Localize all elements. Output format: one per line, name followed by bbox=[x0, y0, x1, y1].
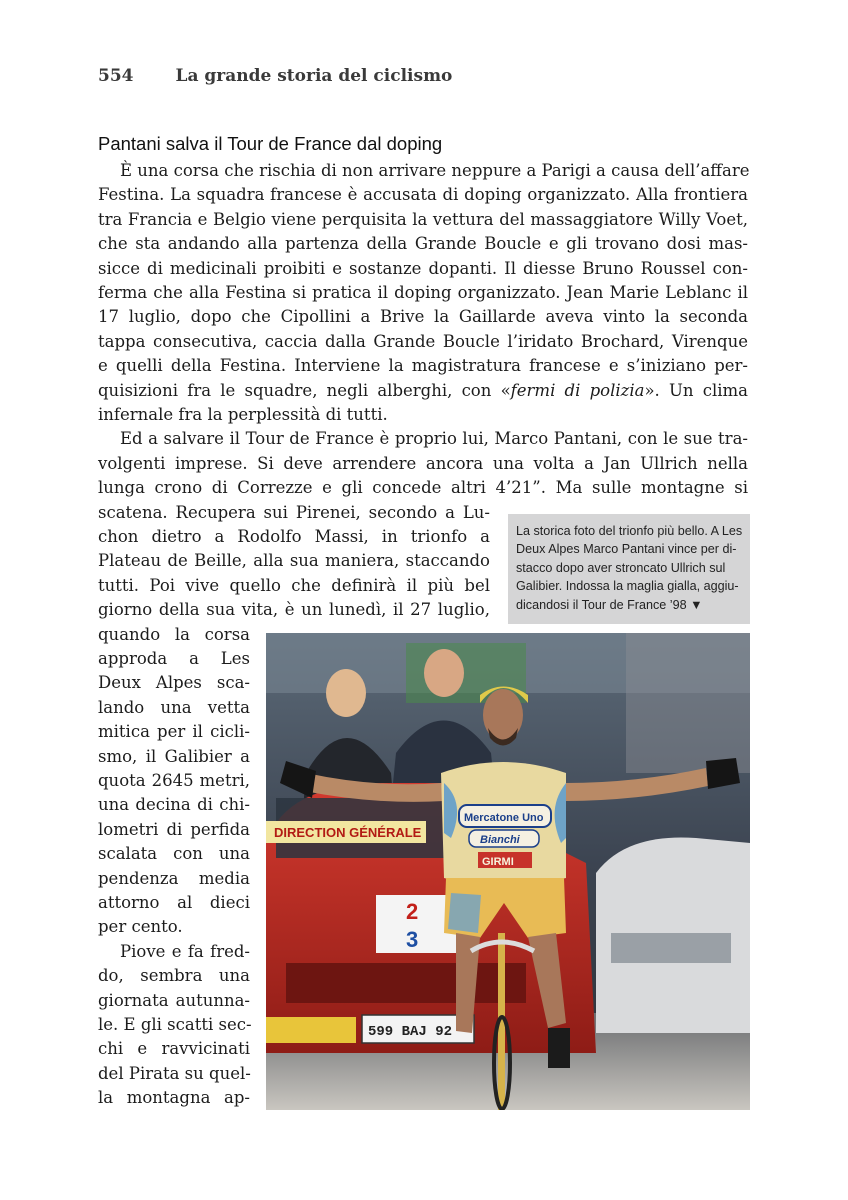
body-line: del Pirata su quel- bbox=[98, 1063, 251, 1083]
body-line: È una corsa che rischia di non arrivare neppure a Parigi a causa dell’affare bbox=[120, 161, 750, 180]
body-line: ferma che alla Festina si pratica il doping organizzato. Jean Marie Leblanc il bbox=[98, 283, 748, 302]
body-text: quisizioni fra le squadre, negli alberghi, con « bbox=[98, 380, 511, 400]
running-header bbox=[98, 66, 452, 86]
pantani-victory-photo bbox=[266, 633, 750, 1110]
body-line: una decina di chi- bbox=[98, 795, 250, 815]
body-line: sicce di medicinali proibiti e sostanze dopanti. Il diesse Bruno Roussel con- bbox=[98, 258, 748, 278]
body-line: scatena. Recupera sui Pirenei, secondo a Lu- bbox=[98, 502, 490, 522]
italic-quote: fermi di polizia bbox=[510, 380, 645, 400]
car-number-top: 2 bbox=[406, 899, 419, 924]
body-line: Festina. La squadra francese è accusata di doping organizzato. Alla frontiera bbox=[98, 185, 748, 205]
body-line: chon dietro a Rodolfo Massi, in trionfo a bbox=[98, 527, 490, 546]
book-title: La grande storia del ciclismo bbox=[175, 66, 453, 86]
body-line: Piove e fa fred- bbox=[120, 941, 250, 961]
body-line: tappa consecutiva, caccia dalla Grande Boucle l’iridato Brochard, Virenque bbox=[98, 331, 748, 351]
caption-line: Deux Alpes Marco Pantani vince per di- bbox=[516, 542, 737, 557]
body-line: quota 2645 metri, bbox=[98, 771, 250, 790]
body-line: smo, il Galibier a bbox=[98, 746, 250, 766]
body-line: Deux Alpes sca- bbox=[98, 673, 250, 693]
body-line: attorno al dieci bbox=[98, 893, 250, 912]
shorts-brand: GIRMI bbox=[482, 856, 514, 868]
body-line: lunga crono di Correzze e gli concede altri 4’21”. Ma sulle montagne si bbox=[98, 478, 748, 498]
body-line: mitica per il cicli- bbox=[98, 722, 250, 742]
body-line: quando la corsa bbox=[98, 624, 250, 644]
body-line: do, sembra una bbox=[98, 966, 250, 986]
body-line: le. E gli scatti sec- bbox=[98, 1015, 252, 1034]
body-line: volgenti imprese. Si deve arrendere ancora una volta a Jan Ullrich nella bbox=[98, 453, 748, 473]
body-line: approda a Les bbox=[98, 649, 250, 668]
caption-line: La storica foto del trionfo più bello. A Les bbox=[516, 524, 743, 538]
body-text: ». Un clima bbox=[644, 380, 748, 400]
body-line: giornata autunna- bbox=[98, 990, 250, 1010]
photo-illustration bbox=[266, 633, 750, 1110]
page-number: 554 bbox=[98, 66, 134, 86]
body-line: lando una vetta bbox=[98, 697, 250, 717]
body-line: per cento. bbox=[98, 917, 183, 937]
body-line: pendenza media bbox=[98, 868, 250, 888]
section-title: Pantani salva il Tour de France dal doping bbox=[98, 133, 443, 154]
body-line: lometri di perfida bbox=[98, 819, 250, 839]
body-line: giorno della sua vita, è un lunedì, il 27 luglio, bbox=[98, 600, 490, 620]
caption-line: Galibier. Indossa la maglia gialla, aggiu- bbox=[516, 579, 739, 594]
body-line: tutti. Poi vive quello che definirà il più bel bbox=[98, 575, 490, 595]
body-line: 17 luglio, dopo che Cipollini a Brive la Gaillarde aveva vinto la seconda bbox=[98, 307, 748, 327]
caption-line: stacco dopo aver stroncato Ullrich sul bbox=[516, 560, 726, 575]
car-number-bottom: 3 bbox=[406, 927, 419, 952]
body-line: scalata con una bbox=[98, 844, 250, 864]
body-line bbox=[98, 379, 748, 403]
jersey-brand: Bianchi bbox=[480, 834, 520, 846]
jersey-sponsor: Mercatone Uno bbox=[464, 812, 544, 824]
body-line: Plateau de Beille, alla sua maniera, staccando bbox=[98, 551, 490, 571]
car-banner: DIRECTION GÉNÉRALE bbox=[274, 825, 422, 840]
body-line: che sta andando alla partenza della Grande Boucle e gli trovano dosi mas- bbox=[98, 234, 748, 254]
photo-caption bbox=[508, 514, 750, 624]
body-line: tra Francia e Belgio viene perquisita la vettura del massaggiatore Willy Voet, bbox=[98, 209, 748, 229]
body-line: la montagna ap- bbox=[98, 1088, 250, 1108]
caption-line: dicandosi il Tour de France ’98 ▼ bbox=[516, 597, 703, 612]
body-line: e quelli della Festina. Interviene la magistratura francese e s’iniziano per- bbox=[98, 356, 748, 376]
body-line: Ed a salvare il Tour de France è proprio lui, Marco Pantani, con le sue tra- bbox=[120, 429, 748, 449]
car-plate: 599 BAJ 92 bbox=[368, 1024, 453, 1040]
body-line: infernale fra la perplessità di tutti. bbox=[98, 405, 388, 424]
body-line: chi e ravvicinati bbox=[98, 1039, 250, 1059]
